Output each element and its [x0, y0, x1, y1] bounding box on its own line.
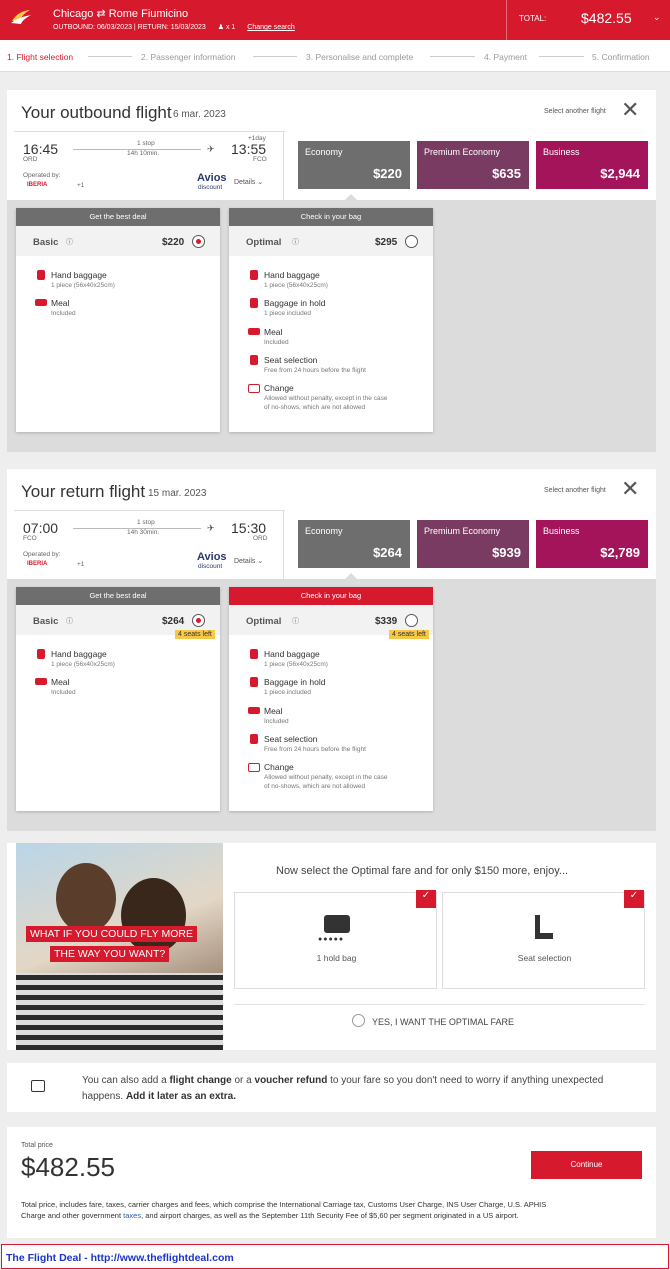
feature-title: Change	[264, 762, 294, 772]
feature-desc: 1 piece (56x40x25cm)	[51, 282, 115, 289]
meal-icon	[248, 328, 260, 335]
iberia-logo-icon	[10, 9, 32, 25]
passenger-count: x 1	[225, 24, 236, 31]
seat-icon	[250, 734, 258, 744]
hold-baggage-icon	[250, 298, 258, 308]
optimal-fare-label[interactable]: YES, I WANT THE OPTIMAL FARE	[372, 1017, 515, 1027]
route-summary: Chicago ⇄ Rome Fiumicino	[53, 8, 189, 20]
operated-by-label: Operated by:	[23, 172, 61, 179]
trip-dates: OUTBOUND: 06/03/2023 | RETURN: 15/03/2023 ♟ x 1 Change search	[53, 24, 295, 31]
feature-desc: Allowed without penalty, except in the case	[264, 395, 388, 402]
select-another-flight-link[interactable]: Select another flight	[544, 487, 606, 494]
feature-desc: 1 piece included	[264, 310, 311, 317]
iberia-operator-logo: IBERIA	[27, 561, 48, 567]
operator-plus: +1	[77, 182, 85, 189]
stops-count: 1 stop	[137, 519, 155, 526]
feature-desc: Included	[51, 689, 76, 696]
checkmark-icon: ✓	[624, 890, 644, 908]
striped-shirt	[16, 973, 223, 1050]
footer-link[interactable]: The Flight Deal - http://www.theflightdeal.com	[6, 1252, 234, 1264]
dots-icon: ●●●●●	[318, 936, 345, 943]
plus-one-day: +1day	[248, 135, 266, 142]
feature-title: Meal	[51, 677, 70, 687]
divider	[234, 1004, 645, 1005]
departure-time: 16:45	[23, 141, 59, 157]
arrival-time: 13:55	[231, 141, 267, 157]
seat-selection-tile	[442, 892, 645, 989]
total-label: TOTAL:	[519, 14, 547, 23]
feature-desc: Free from 24 hours before the flight	[264, 367, 366, 374]
fare-premium-economy[interactable]: Premium Economy $635	[417, 141, 529, 189]
arrival-code: FCO	[253, 156, 267, 163]
calendar-change-icon	[248, 384, 260, 393]
step-flight-selection: 1. Flight selection	[7, 52, 74, 62]
iberia-operator-logo: IBERIA	[27, 182, 48, 188]
departure-code: FCO	[23, 535, 37, 542]
return-optimal-option[interactable]	[229, 587, 433, 811]
tile-label: Seat selection	[517, 953, 572, 963]
arrival-code: ORD	[253, 535, 268, 542]
plane-icon: ✈	[207, 144, 215, 154]
hand-baggage-icon	[37, 270, 45, 280]
person-silhouette	[56, 863, 116, 933]
feature-desc: Included	[264, 339, 289, 346]
continue-button[interactable]: Continue	[531, 1151, 642, 1179]
operated-by-label: Operated by:	[23, 551, 61, 558]
hold-bag-tile	[234, 892, 437, 989]
arrival-time: 15:30	[231, 520, 267, 536]
passenger-icon: ♟	[217, 24, 225, 31]
feature-desc: Included	[264, 718, 289, 725]
optimal-fare-radio[interactable]	[352, 1014, 365, 1027]
return-title: Your return flight	[21, 482, 146, 501]
option-name: Basic	[33, 616, 59, 627]
optimal-upsell-card	[7, 843, 656, 1050]
fare-economy[interactable]: Economy $220	[298, 141, 410, 189]
option-radio[interactable]	[405, 614, 418, 627]
hand-baggage-icon	[250, 649, 258, 659]
avios-discount-label: discount	[198, 563, 223, 570]
feature-title: Baggage in hold	[264, 677, 326, 687]
fare-economy[interactable]: Economy $264	[298, 520, 410, 568]
change-search-link[interactable]: Change search	[247, 24, 295, 31]
feature-desc: 1 piece (56x40x25cm)	[264, 282, 328, 289]
promo-banner-line1: WHAT IF YOU COULD FLY MORE	[26, 926, 197, 942]
hand-baggage-icon	[37, 649, 45, 659]
feature-desc: 1 piece (56x40x25cm)	[264, 661, 328, 668]
stops-count: 1 stop	[137, 140, 155, 147]
feature-desc: of no-shows, which are not allowed	[264, 783, 366, 790]
step-passenger-information: 2. Passenger information	[141, 52, 236, 62]
promo-heading: Now select the Optimal fare and for only $150 more, enjoy...	[276, 865, 569, 877]
top-header	[0, 0, 670, 40]
info-icon[interactable]: ⓘ	[66, 239, 73, 246]
feature-title: Seat selection	[264, 734, 318, 744]
price-disclaimer: Total price, includes fare, taxes, carrier charges and fees, which comprise the International Carriage tax, Customs User Charge, INS User Charge, U.S. APHIS Charge and other government taxes, and airport charges, as well as the September 11th Security Fee of $5,60 per segment originated in a US airport.	[21, 1200, 547, 1220]
option-name: Basic	[33, 237, 59, 248]
total-price-card	[7, 1127, 656, 1238]
taxes-link[interactable]: taxes	[123, 1211, 142, 1220]
avios-logo: Avios	[197, 172, 227, 184]
seats-left-badge: 4 seats left	[175, 630, 215, 639]
info-icon[interactable]: ⓘ	[292, 618, 299, 625]
fare-business[interactable]: Business $2,789	[536, 520, 648, 568]
calendar-change-icon	[248, 763, 260, 772]
fare-business[interactable]: Business $2,944	[536, 141, 648, 189]
outbound-optimal-option[interactable]	[229, 208, 433, 432]
close-icon[interactable]: ✕	[621, 97, 640, 122]
outbound-basic-option[interactable]	[16, 208, 220, 432]
feature-title: Seat selection	[264, 355, 318, 365]
feature-title: Baggage in hold	[264, 298, 326, 308]
info-icon[interactable]: ⓘ	[292, 239, 299, 246]
divider	[283, 510, 284, 579]
option-radio[interactable]	[405, 235, 418, 248]
feature-desc: Free from 24 hours before the flight	[264, 746, 366, 753]
feature-desc: 1 piece included	[264, 689, 311, 696]
swap-arrows-icon: ⇄	[96, 8, 106, 20]
operator-plus: +1	[77, 561, 85, 568]
step-divider	[88, 56, 132, 57]
avios-logo: Avios	[197, 551, 227, 563]
feature-desc: Included	[51, 310, 76, 317]
step-personalise: 3. Personalise and complete	[306, 52, 414, 62]
step-divider	[253, 56, 297, 57]
feature-title: Meal	[264, 706, 283, 716]
meal-icon	[35, 678, 47, 685]
option-radio[interactable]	[192, 235, 205, 248]
fare-premium-economy[interactable]: Premium Economy $939	[417, 520, 529, 568]
details-link[interactable]: Details ⌄	[234, 558, 264, 565]
flight-duration: 14h 30min.	[127, 529, 160, 536]
avios-discount-label: discount	[198, 184, 223, 191]
tile-label: 1 hold bag	[316, 953, 357, 963]
suitcase-icon	[324, 915, 350, 933]
feature-desc: 1 piece (56x40x25cm)	[51, 661, 115, 668]
divider	[14, 131, 285, 132]
feature-title: Hand baggage	[264, 649, 320, 659]
feature-desc: of no-shows, which are not allowed	[264, 404, 366, 411]
hand-baggage-icon	[250, 270, 258, 280]
step-confirmation: 5. Confirmation	[592, 52, 650, 62]
meal-icon	[35, 299, 47, 306]
pointer-arrow	[344, 194, 358, 201]
total-dropdown[interactable]	[506, 0, 670, 40]
option-header: Check in your bag	[229, 208, 433, 226]
select-another-flight-link[interactable]: Select another flight	[544, 108, 606, 115]
feature-title: Hand baggage	[51, 270, 107, 280]
chevron-down-icon: ⌄	[257, 558, 264, 565]
departure-code: ORD	[23, 156, 38, 163]
return-flight-card	[7, 469, 656, 579]
return-date: 15 mar. 2023	[148, 488, 207, 499]
plane-icon: ✈	[207, 523, 215, 533]
total-value: $482.55	[581, 10, 632, 26]
extras-info-card	[7, 1063, 656, 1112]
feature-title: Change	[264, 383, 294, 393]
option-header: Check in your bag	[229, 587, 433, 605]
option-name: Optimal	[246, 237, 282, 248]
divider	[14, 510, 285, 511]
seats-left-badge: 4 seats left	[389, 630, 429, 639]
step-payment: 4. Payment	[484, 52, 527, 62]
option-price: $220	[162, 237, 185, 248]
divider	[283, 131, 284, 200]
feature-title: Hand baggage	[264, 270, 320, 280]
step-divider	[430, 56, 475, 57]
feature-desc: Allowed without penalty, except in the case	[264, 774, 388, 781]
seat-icon	[250, 355, 258, 365]
return-basic-option[interactable]	[16, 587, 220, 811]
chevron-down-icon: ⌄	[257, 179, 264, 186]
total-price-value: $482.55	[21, 1152, 115, 1182]
option-name: Optimal	[246, 616, 282, 627]
option-price: $295	[375, 237, 398, 248]
seat-icon	[535, 915, 553, 939]
close-icon[interactable]: ✕	[621, 476, 640, 501]
meal-icon	[248, 707, 260, 714]
step-divider	[539, 56, 584, 57]
flight-duration: 14h 10min.	[127, 150, 160, 157]
feature-title: Meal	[264, 327, 283, 337]
option-price: $264	[162, 616, 185, 627]
departure-time: 07:00	[23, 520, 59, 536]
chevron-down-icon: ⌄	[653, 12, 661, 22]
option-header: Get the best deal	[16, 587, 220, 605]
outbound-title: Your outbound flight	[21, 103, 172, 122]
hold-baggage-icon	[250, 677, 258, 687]
info-icon[interactable]: ⓘ	[66, 618, 73, 625]
option-price: $339	[375, 616, 398, 627]
checkmark-icon: ✓	[416, 890, 436, 908]
outbound-date: 6 mar. 2023	[173, 109, 226, 120]
extras-text: You can also add a flight change or a voucher refund to your fare so you don't need to worry if anything unexpected happens. Add it later as an extra.	[82, 1075, 604, 1102]
progress-steps	[0, 40, 670, 72]
pointer-arrow	[344, 573, 358, 580]
footer-banner	[1, 1244, 669, 1269]
promo-banner-line2: THE WAY YOU WANT?	[50, 946, 169, 962]
feature-title: Meal	[51, 298, 70, 308]
total-price-label: Total price	[21, 1142, 53, 1149]
details-link[interactable]: Details ⌄	[234, 179, 264, 186]
calendar-clock-icon	[31, 1080, 45, 1092]
option-header: Get the best deal	[16, 208, 220, 226]
outbound-flight-card	[7, 90, 656, 200]
option-radio[interactable]	[192, 614, 205, 627]
feature-title: Hand baggage	[51, 649, 107, 659]
